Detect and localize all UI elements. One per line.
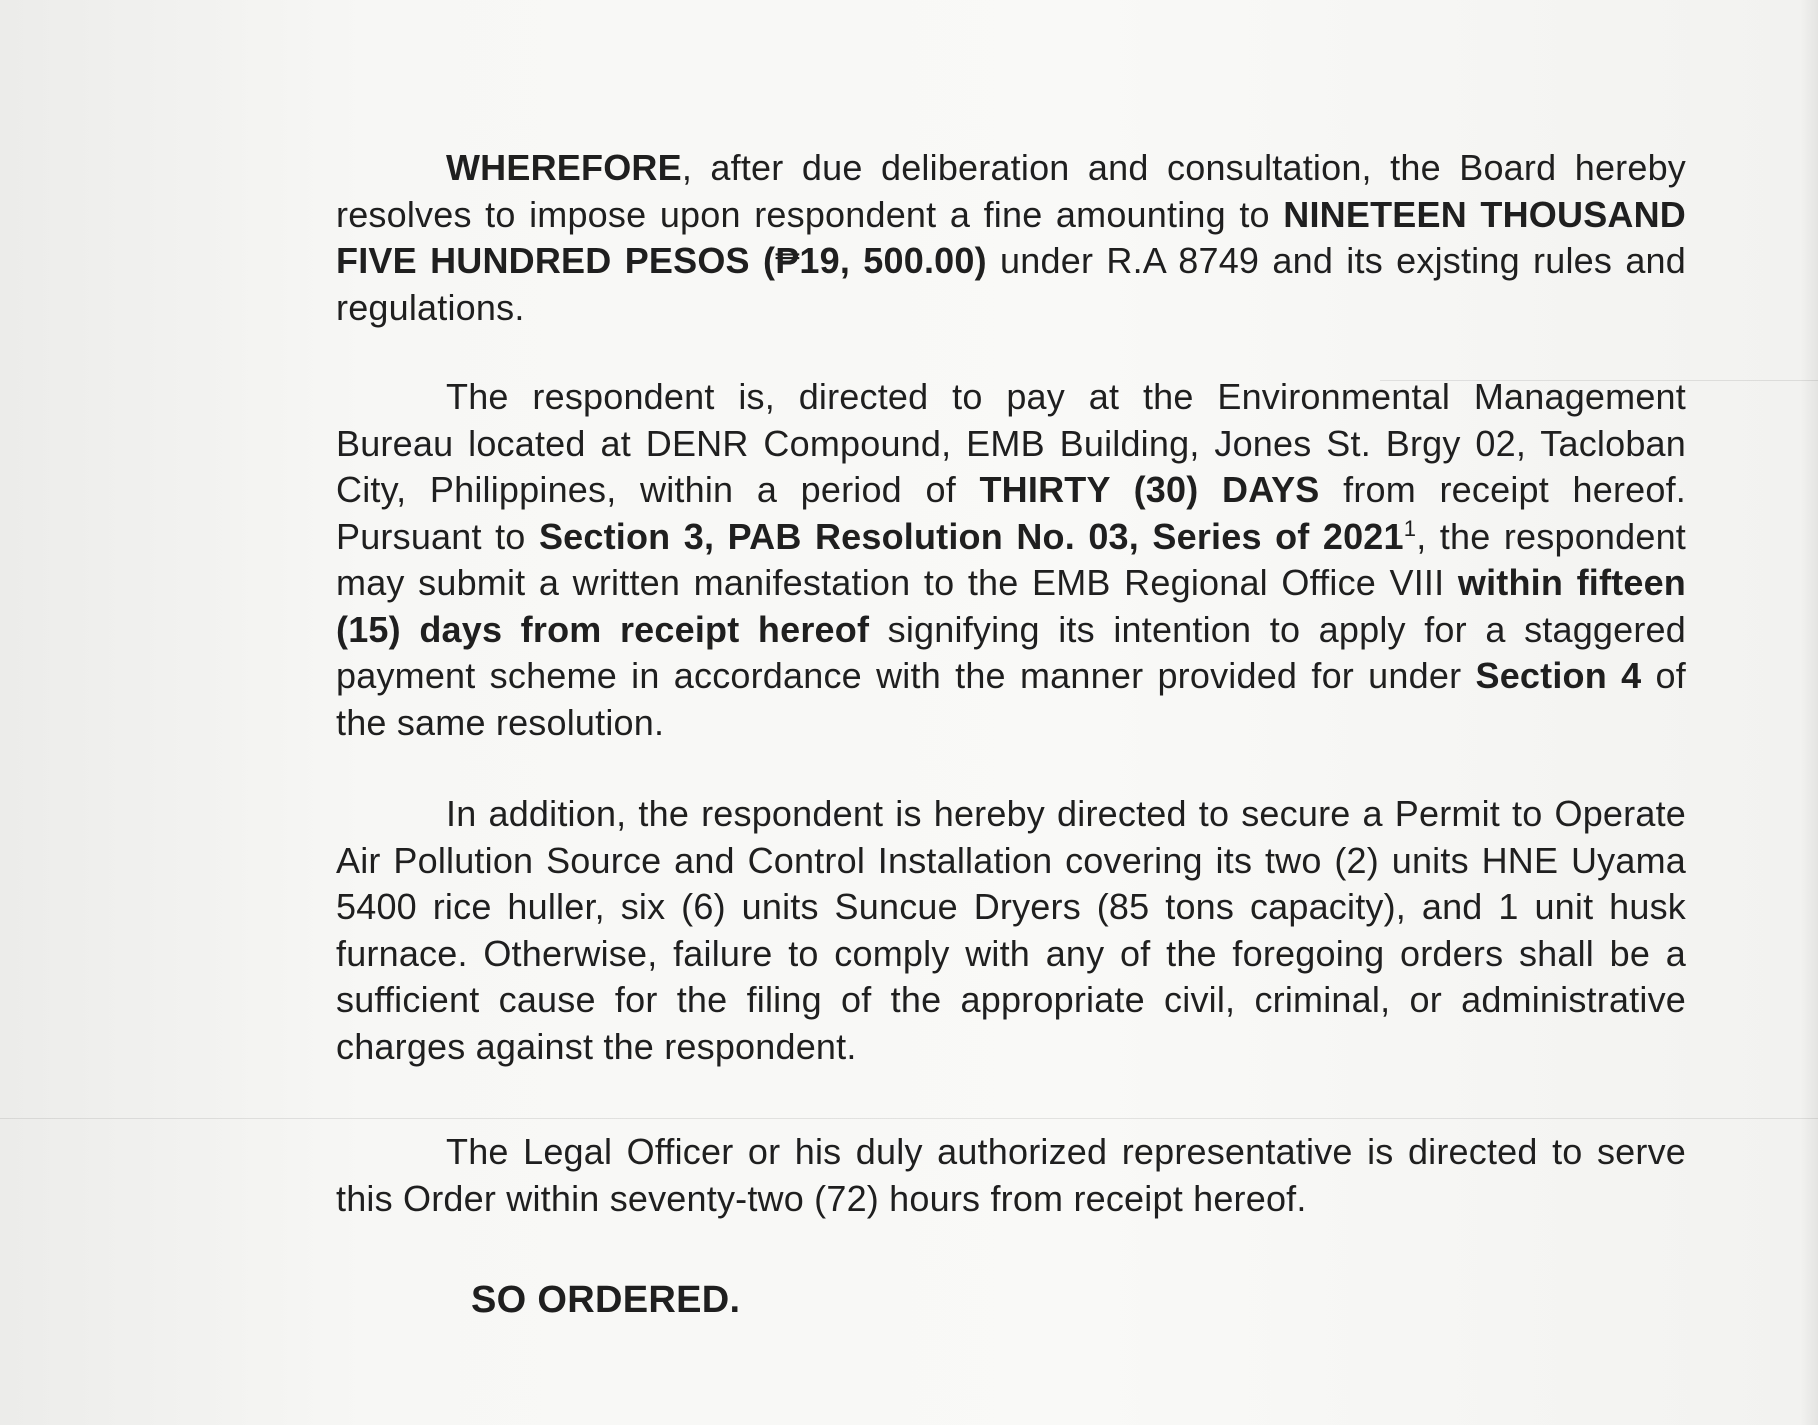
paper-edge-shadow [1800, 0, 1818, 1425]
payment-text-d: signifying its intention to apply for a staggered payment scheme in accordance with the manner provided for under [336, 608, 1686, 696]
so-ordered-closing: SO ORDERED. [471, 1279, 741, 1321]
payment-text-e: of the same resolution. [336, 655, 1686, 743]
footnote-marker: 1 [1403, 515, 1417, 541]
payment-text-c: , the respondent may submit a written manifestation to the EMB Regional Office VIII [336, 515, 1687, 603]
payment-text-b: from receipt hereof. Pursuant to [336, 469, 1687, 557]
permit-directive-paragraph: In addition, the respondent is hereby directed to secure a Permit to Operate Air Pollution Source and Control Installation covering its two (2) units HNE Uyama 5400 rice huller, six (6) units Suncue Dryers (85 tons capacity), and 1 unit husk furnace. Otherwise, failure to comply with any of the foregoing orders shall be a sufficient cause for the filing of the appropriate civil, criminal, or administrative charges against the respondent. [336, 793, 1686, 1067]
section-4-reference: Section 4 [1475, 655, 1642, 696]
service-directive-paragraph: The Legal Officer or his duly authorized representative is directed to serve this Order within seventy-two (72) hours from receipt hereof. [336, 1131, 1686, 1219]
payment-text-a: The respondent is, directed to pay at the Environmental Management Bureau located at DENR Compound, EMB Building, Jones St. Brgy 02, Tacloban City, Philippines, within a period of [336, 376, 1686, 510]
manifestation-deadline: within fifteen (15) days from receipt hereof [336, 562, 1686, 650]
section-reference: Section 3, PAB Resolution No. 03, Series of 2021 [538, 515, 1404, 557]
wherefore-paragraph [336, 145, 1686, 331]
wherefore-heading: WHEREFORE [446, 147, 682, 188]
payment-period: THIRTY (30) DAYS [979, 469, 1320, 510]
order-body [336, 145, 1686, 1323]
wherefore-text-a: , after due deliberation and consultation, the Board hereby resolves to impose upon respondent a fine amounting to [336, 147, 1686, 235]
fine-amount: NINETEEN THOUSAND FIVE HUNDRED PESOS (₱19, 500.00) [336, 193, 1686, 281]
payment-directive-paragraph [336, 374, 1686, 746]
wherefore-text-b: under R.A 8749 and its exjsting rules and regulations. [336, 240, 1686, 328]
